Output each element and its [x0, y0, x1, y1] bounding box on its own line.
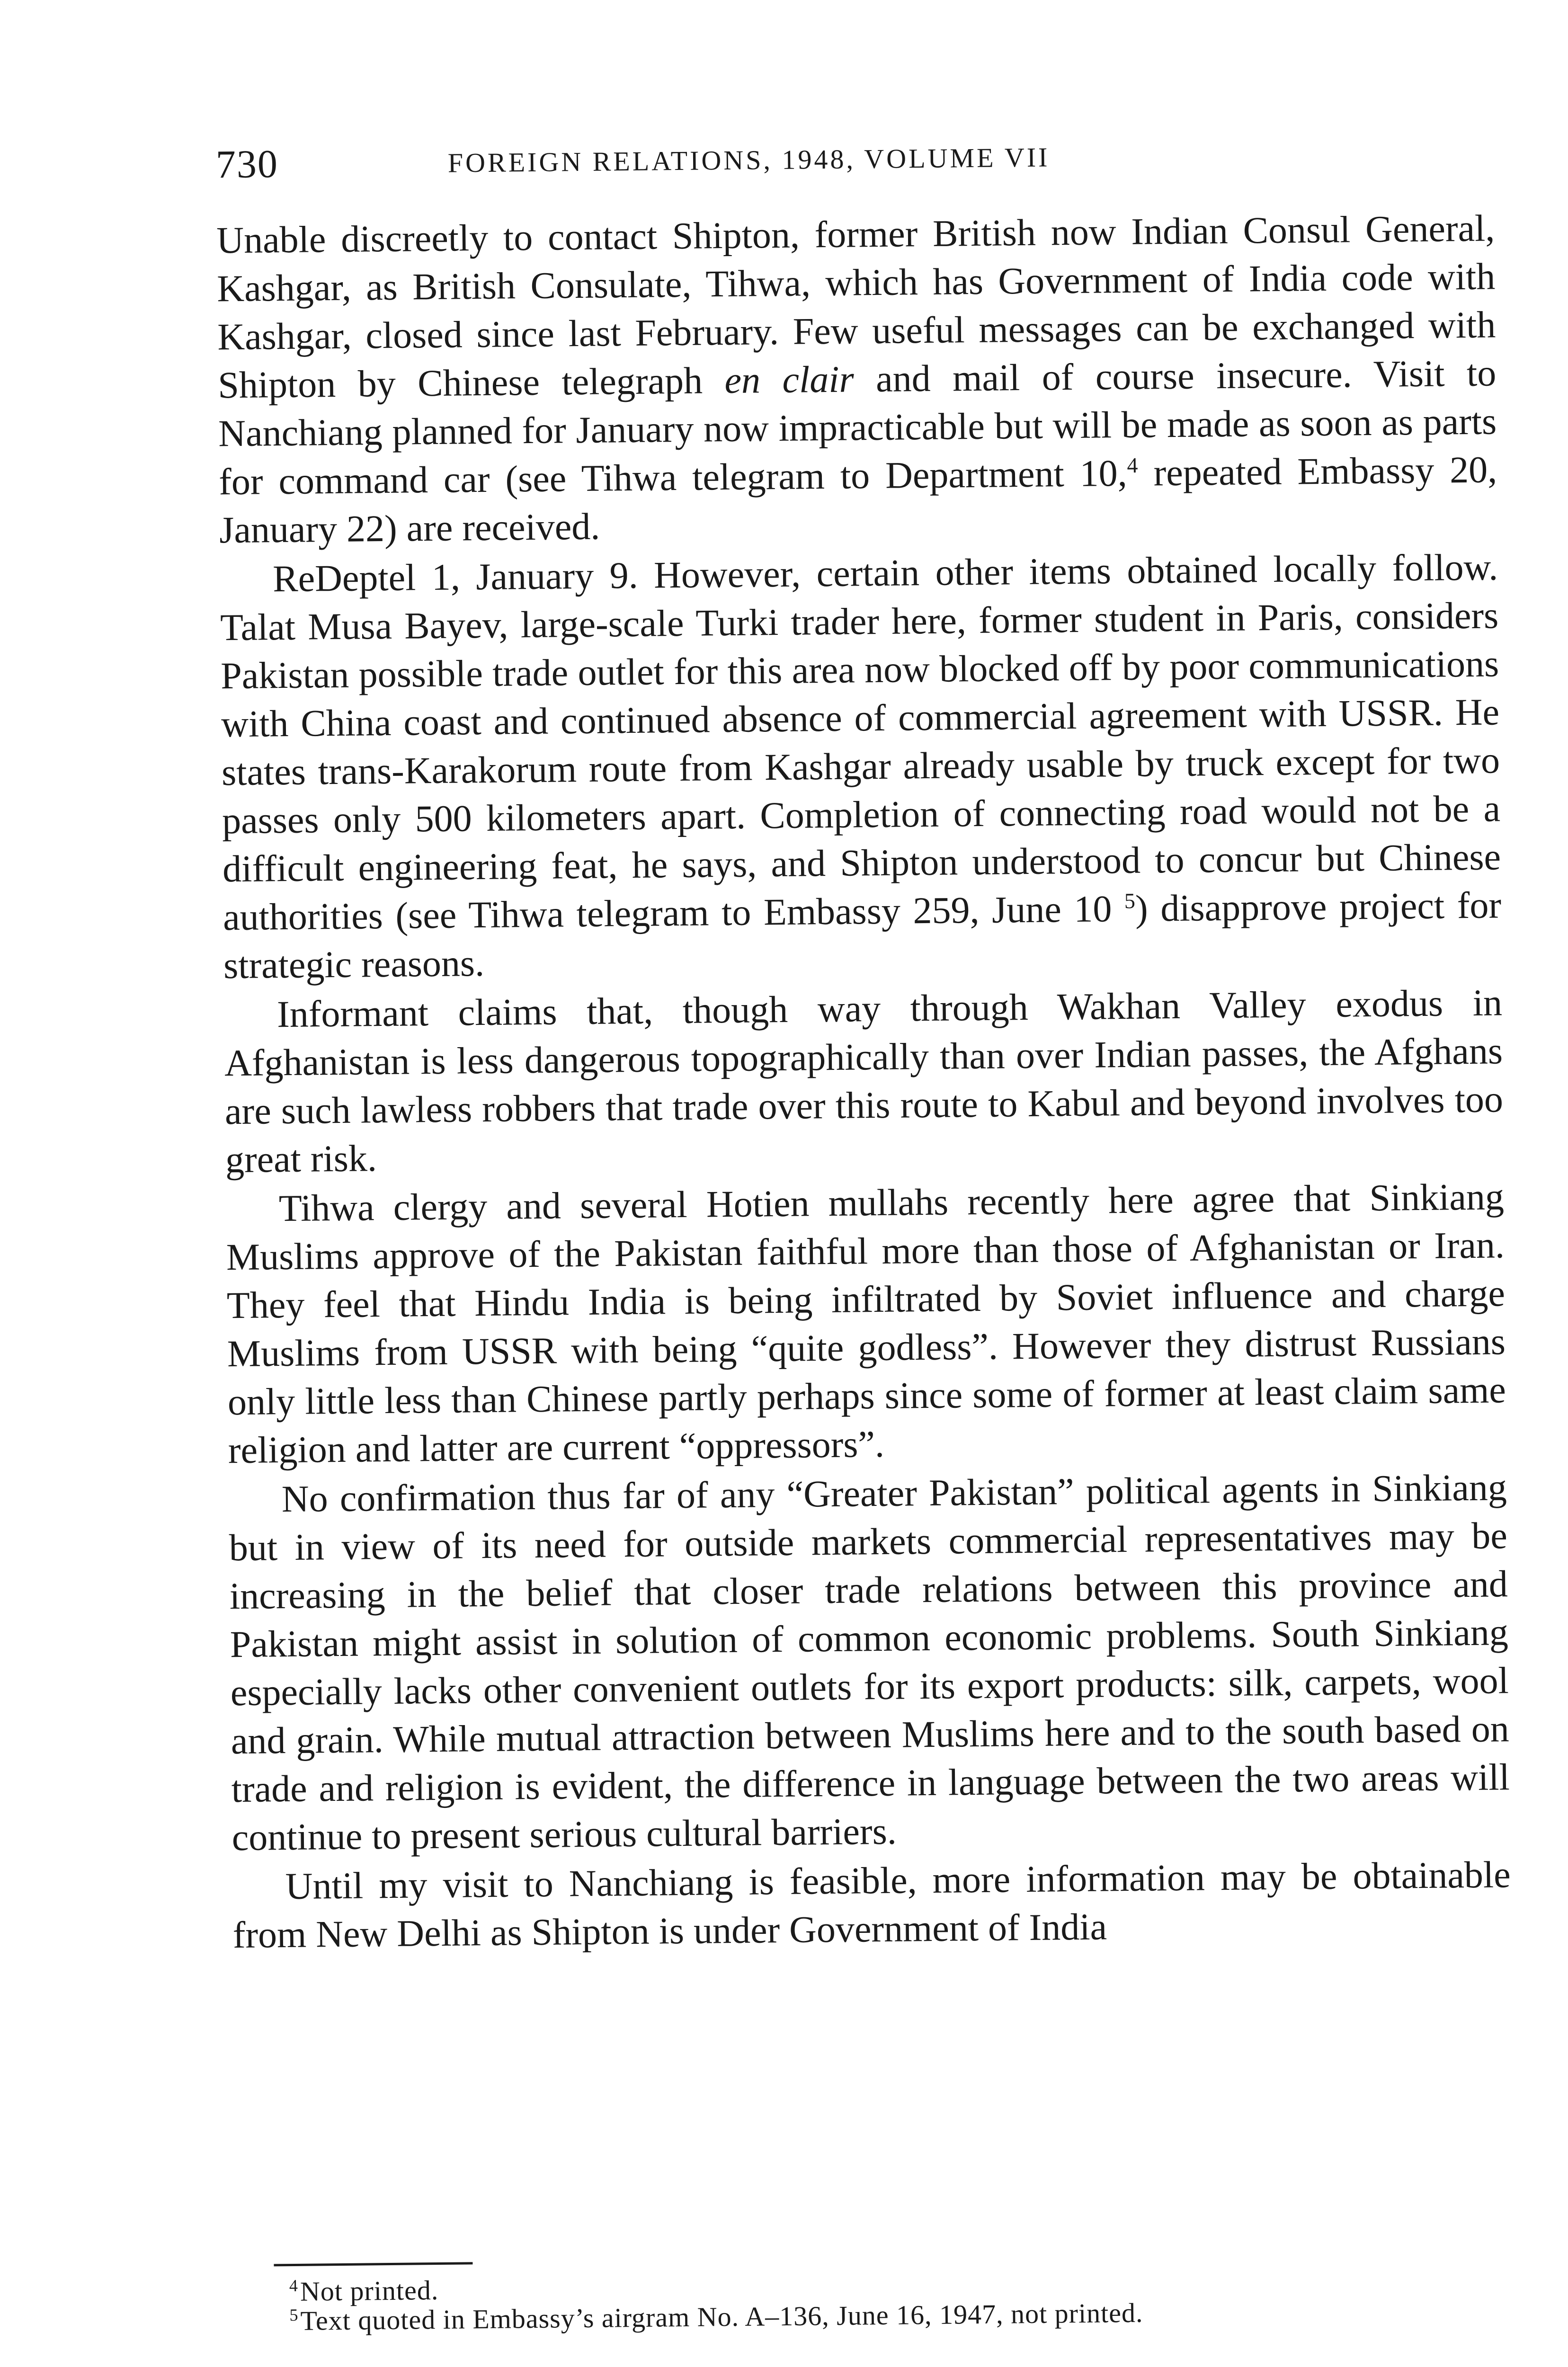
footnote-ref-4: 4	[1127, 453, 1138, 478]
page-header	[215, 129, 1494, 198]
paragraph-2	[220, 543, 1502, 990]
footnote-rule	[274, 2262, 472, 2266]
paragraph-1-text-b: and mail of course insecure. Visit to Nanchiang planned for January now impracticable but will be made as soon as parts for command car (see Tihwa telegram to Department 10,	[218, 352, 1497, 503]
footnote-5-text: Text quoted in Embassy’s airgram No. A–136, June 16, 1947, not printed.	[300, 2297, 1143, 2336]
paragraph-1-text-c: repeated Embassy 20, January 22) are received.	[219, 449, 1497, 552]
paragraph-4: Tihwa clergy and several Hotien mullahs recently here agree that Sinkiang Muslims approve of the Pakistan faithful more than those of Afghanistan or Iran. They feel that Hindu India is being infiltrated by Soviet influence and charge Muslims from USSR with being “quite godless”. However they distrust Russians only little less than Chinese partly perhaps since some of former at least claim same religion and latter are current “oppressors”.	[226, 1176, 1506, 1472]
paragraph-3: Informant claims that, though way through Wakhan Valley exodus in Afghanistan is less dangerous topographically than over Indian passes, the Afghans are such lawless robbers that trade over this route to Kabul and beyond involves too great risk.	[224, 982, 1504, 1181]
running-head: FOREIGN RELATIONS, 1948, VOLUME VII	[447, 142, 1050, 178]
footnote-4-text: Not printed.	[300, 2275, 439, 2307]
paragraph-2-text-a: ReDeptel 1, January 9. However, certain other items obtained locally follow. Talat Musa Bayev, large-scale Turki trader here, former student in Paris, considers Pakistan possible trade outlet for this area now blocked off by poor communications with China coast and continued absence of commercial agreement with USSR. He states trans-Karakorum route from Kashgar already usable by truck except for two passes only 500 kilometers apart. Completion of connecting road would not be a difficult engineering feat, he says, and Shipton understood to concur but Chinese authorities (see Tihwa telegram to Embassy 259, June 10	[220, 546, 1501, 939]
paragraph-1	[216, 204, 1498, 554]
footnote-5-mark: 5	[289, 2305, 299, 2324]
paragraph-2-text-b: ) disapprove project for strategic reasons.	[223, 884, 1502, 987]
footnote-4-mark: 4	[289, 2276, 299, 2295]
paragraph-6: Until my visit to Nanchiang is feasible, more information may be obtainable from New Delhi as Shipton is under Government of India	[232, 1854, 1511, 1957]
body-text	[216, 204, 1511, 1960]
page-number: 730	[215, 142, 279, 187]
footnote-ref-5: 5	[1124, 889, 1136, 913]
footnotes	[289, 2265, 1521, 2336]
paragraph-1-italic-phrase: en clair	[724, 358, 855, 402]
paragraph-5: No confirmation thus far of any “Greater Pakistan” political agents in Sinkiang but in view of its need for outside markets commercial representatives may be increasing in the belief that closer trade relations between this province and Pakistan might assist in solution of common economic problems. South Sinkiang especially lacks other convenient outlets for its export products: silk, carpets, wool and grain. While mutual attraction between Muslims here and to the south based on trade and religion is evident, the difference in language between the two areas will continue to present serious cultural barriers.	[229, 1467, 1510, 1859]
paragraph-1-text-a: Unable discreetly to contact Shipton, former British now Indian Consul General, Kashgar, as British Consulate, Tihwa, which has Government of India code with Kashgar, closed since last February. Few useful messages can be exchanged with Shipton by Chinese telegraph	[216, 207, 1496, 407]
